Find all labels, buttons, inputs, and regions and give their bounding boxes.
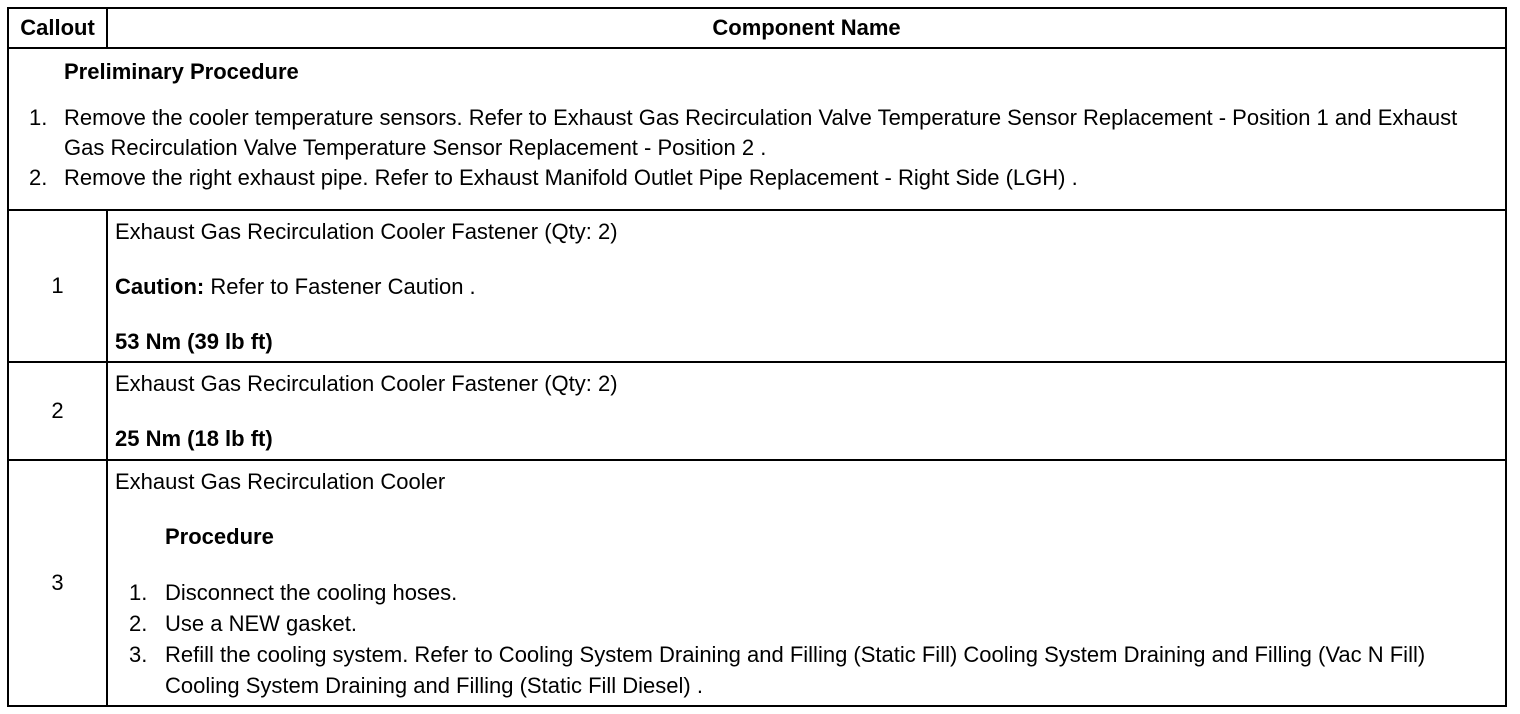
component-cell: [107, 362, 1506, 460]
step-text: Refill the cooling system. Refer to Cooling System Draining and Filling (Static Fill) Cooling System Draining and Filling (Vac N Fill) Cooling System Draining and Filling (Static Fill Diesel) .: [165, 642, 1426, 698]
callout-number: 2: [8, 362, 107, 460]
step-number: 2.: [29, 165, 48, 190]
caution-label: Caution:: [115, 274, 205, 299]
list-item: [21, 103, 1485, 163]
step-number: 1.: [129, 580, 148, 605]
step-text: Remove the cooler temperature sensors. Refer to Exhaust Gas Recirculation Valve Temperature Sensor Replacement - Position 1 and Exhaust Gas Recirculation Valve Temperature Sensor Replacement - Position 2 .: [64, 105, 1458, 160]
callout-number: 1: [8, 210, 107, 362]
preliminary-procedure: [8, 48, 1506, 210]
table-row: [8, 362, 1506, 460]
component-name-header: Component Name: [107, 8, 1506, 48]
component-cell: [107, 210, 1506, 362]
preliminary-title: Preliminary Procedure: [64, 59, 299, 84]
caution-note: [115, 272, 1485, 302]
header-row: [8, 8, 1506, 48]
list-item: [115, 639, 1485, 701]
caution-text: Refer to Fastener Caution .: [204, 274, 476, 299]
component-name: Exhaust Gas Recirculation Cooler: [115, 469, 446, 494]
torque-spec: 53 Nm (39 lb ft): [115, 329, 273, 354]
list-item: [21, 163, 1485, 193]
procedure-steps: [115, 577, 1485, 701]
component-cell: [107, 460, 1506, 706]
step-text: Remove the right exhaust pipe. Refer to Exhaust Manifold Outlet Pipe Replacement - Right Side (LGH) .: [64, 165, 1078, 190]
component-table: [7, 7, 1507, 707]
torque-spec: 25 Nm (18 lb ft): [115, 426, 273, 451]
step-text: Disconnect the cooling hoses.: [165, 580, 458, 605]
table-row: [8, 460, 1506, 706]
callout-header: Callout: [8, 8, 107, 48]
callout-number: 3: [8, 460, 107, 706]
step-number: 1.: [29, 105, 48, 130]
step-number: 2.: [129, 611, 148, 636]
component-name: Exhaust Gas Recirculation Cooler Fastener (Qty: 2): [115, 371, 618, 396]
list-item: [115, 608, 1485, 639]
list-item: [115, 577, 1485, 608]
preliminary-row: [8, 48, 1506, 210]
preliminary-steps: [21, 103, 1485, 193]
procedure-title: Procedure: [165, 524, 274, 549]
step-text: Use a NEW gasket.: [165, 611, 357, 636]
component-name: Exhaust Gas Recirculation Cooler Fastener (Qty: 2): [115, 219, 618, 244]
step-number: 3.: [129, 642, 148, 667]
table-row: [8, 210, 1506, 362]
